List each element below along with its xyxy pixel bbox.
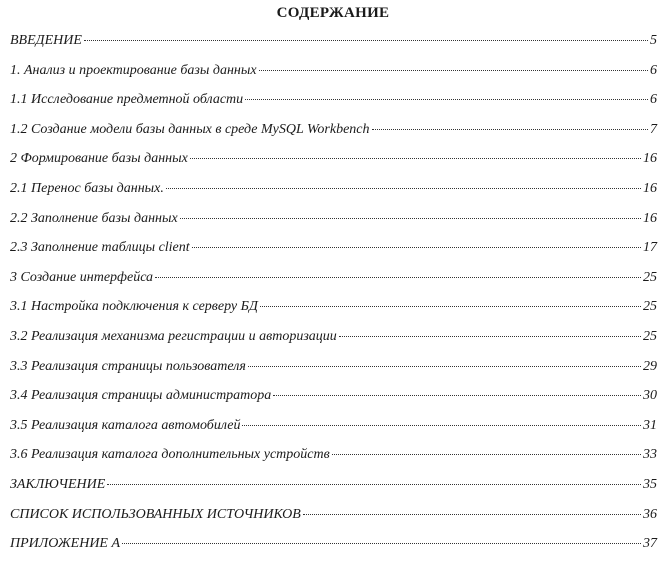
dot-leader: [122, 543, 641, 544]
toc-entry: [10, 61, 657, 91]
toc-entry-page-number: 35: [643, 476, 657, 492]
toc-entry-page-number: 37: [643, 536, 657, 552]
dot-leader: [180, 218, 641, 219]
toc-entry-label: ВВЕДЕНИЕ: [10, 33, 82, 48]
toc-entry-page-number: 16: [643, 151, 657, 167]
toc-entry-label: 2.2 Заполнение базы данных: [10, 210, 178, 226]
dot-leader: [245, 99, 648, 100]
toc-entry: [10, 416, 657, 446]
toc-entry-page-number: 29: [643, 358, 657, 374]
toc-entry: [10, 149, 657, 179]
toc-entry-label: 1.2 Создание модели базы данных в среде MySQL Workbench: [10, 121, 370, 137]
toc-entry-label: 2.3 Заполнение таблицы client: [10, 240, 190, 256]
toc-entry-page-number: 33: [643, 447, 657, 463]
toc-entry: [10, 209, 657, 239]
toc-entry: [10, 327, 657, 357]
toc-entry: [10, 505, 657, 535]
toc-entry-page-number: 31: [643, 417, 657, 433]
toc-entry-label: 3.6 Реализация каталога дополнительных устройств: [10, 447, 330, 463]
toc-entry-page-number: 17: [643, 240, 657, 256]
toc-entry-page-number: 25: [643, 299, 657, 315]
toc-entry-page-number: 16: [643, 210, 657, 226]
dot-leader: [259, 70, 648, 71]
toc-entry-label: 1. Анализ и проектирование базы данных: [10, 62, 257, 78]
toc-entry-page-number: 25: [643, 269, 657, 285]
dot-leader: [372, 129, 648, 130]
toc-entry-page-number: 30: [643, 388, 657, 404]
toc-entry: [10, 445, 657, 475]
toc-entry-label: 2 Формирование базы данных: [10, 151, 188, 167]
toc-entry-label: ПРИЛОЖЕНИЕ А: [10, 536, 121, 552]
toc-entry: [10, 120, 657, 150]
dot-leader: [303, 514, 641, 515]
toc-entry-page-number: 16: [643, 180, 657, 196]
dot-leader: [166, 188, 641, 189]
toc-entry-label: СПИСОК ИСПОЛЬЗОВАННЫХ ИСТОЧНИКОВ: [10, 506, 301, 522]
dot-leader: [107, 484, 641, 485]
dot-leader: [248, 366, 641, 367]
toc-entry-page-number: 6: [650, 62, 657, 78]
dot-leader: [273, 395, 641, 396]
toc-entry: [10, 268, 657, 298]
toc-entry: [10, 534, 657, 564]
dot-leader: [84, 40, 648, 41]
dot-leader: [339, 336, 641, 337]
toc-entry-label: ЗАКЛЮЧЕНИЕ: [10, 476, 106, 492]
toc-entry-label: 3.5 Реализация каталога автомобилей: [10, 417, 241, 433]
toc-entry-label: 3.1 Настройка подключения к серверу БД: [10, 299, 258, 315]
dot-leader: [242, 425, 641, 426]
toc-entry-page-number: 25: [643, 328, 657, 344]
dot-leader: [155, 277, 641, 278]
toc-entry: [10, 238, 657, 268]
dot-leader: [260, 306, 641, 307]
toc-entry: [10, 386, 657, 416]
toc-entry-label: 3.4 Реализация страницы администратора: [10, 388, 272, 404]
dot-leader: [332, 454, 641, 455]
toc-entry: [10, 90, 657, 120]
dot-leader: [190, 158, 641, 159]
toc-entry: [10, 179, 657, 209]
toc-entry: [10, 297, 657, 327]
toc-entry-page-number: 6: [650, 92, 657, 108]
toc-entry-label: 3.3 Реализация страницы пользователя: [10, 358, 246, 374]
toc-entry-page-number: 5: [650, 33, 657, 48]
toc-entry-page-number: 36: [643, 506, 657, 522]
toc-entry-label: 3.2 Реализация механизма регистрации и авторизации: [10, 328, 337, 344]
toc-entry-label: 2.1 Перенос базы данных.: [10, 180, 164, 196]
toc-entry: [10, 357, 657, 387]
toc-entry: [10, 475, 657, 505]
dot-leader: [192, 247, 641, 248]
toc-entry: [10, 31, 657, 61]
toc-list: [10, 31, 657, 564]
toc-entry-label: 3 Создание интерфейса: [10, 269, 154, 285]
toc-title: СОДЕРЖАНИЕ: [276, 5, 390, 21]
toc-entry-label: 1.1 Исследование предметной области: [10, 92, 244, 108]
toc-entry-page-number: 7: [650, 121, 657, 137]
